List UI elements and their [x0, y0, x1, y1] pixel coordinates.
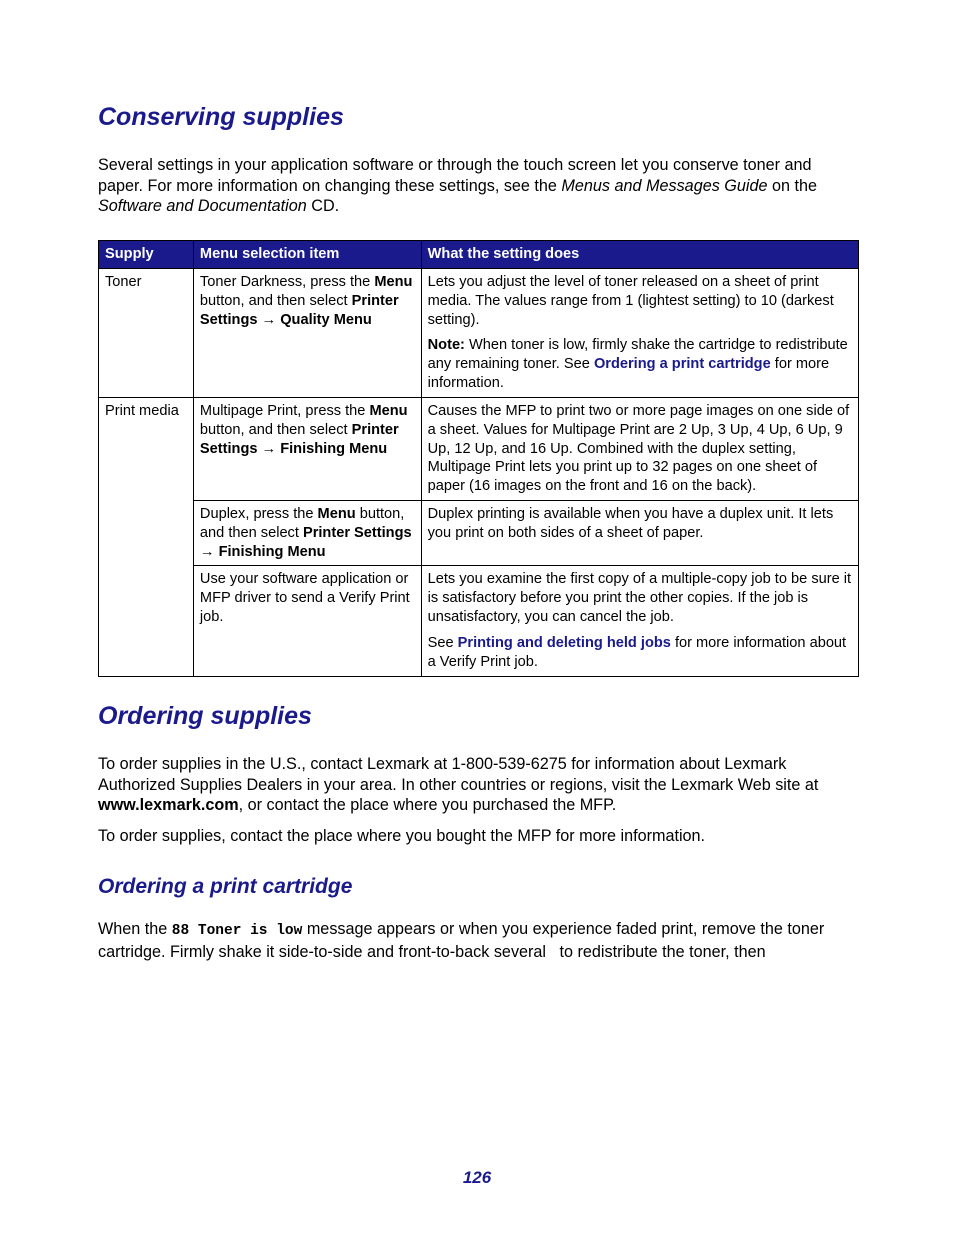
description-text: Duplex printing is available when you have a duplex unit. It lets you print on both sides of a sheet of paper. — [427, 506, 834, 541]
bold-text: Printer Settings → Finishing Menu — [199, 524, 412, 560]
section-title-ordering-supplies: Ordering supplies — [98, 702, 312, 730]
menu-text: Multipage Print, press the Menu button, and then select Printer Settings → Finishing Menu — [199, 403, 408, 457]
menu-text: Duplex, press the Menu button, and then select Printer Settings → Finishing Menu — [199, 506, 412, 560]
description-text: Lets you adjust the level of toner released on a sheet of print media. The values range from 1 (lightest setting) to 10 (darkest setting). — [427, 274, 834, 328]
description-cell — [421, 398, 858, 501]
table-row — [99, 501, 859, 566]
ordering-paragraph-1: To order supplies in the U.S., contact Lexmark at 1-800-539-6275 for information about Lexmark Authorized Supplies Dealers in your area. In other countries or regions, visit the Lexmark Web site at www.lexmark.com, or contact the place where you purchased the MFP. — [98, 755, 819, 815]
menu-cell — [193, 269, 421, 398]
description-cell — [421, 501, 858, 566]
message-code: 88 Toner is low — [171, 923, 303, 939]
table-header-row — [99, 241, 859, 269]
supplies-table — [98, 240, 859, 677]
menu-text: Toner Darkness, press the Menu button, and then select Printer Settings → Quality Menu — [199, 274, 413, 328]
supply-cell: Print media — [99, 398, 194, 677]
bold-text: www.lexmark.com — [98, 796, 239, 815]
table-row — [99, 398, 859, 501]
note-text: Note: When toner is low, firmly shake the cartridge to redistribute any remaining toner. See Ordering a print cartridge for more information. — [427, 337, 848, 391]
table-row — [99, 566, 859, 677]
conserving-intro: Several settings in your application software or through the touch screen let you conserve toner and paper. For more information on changing these settings, see the Menus and Messages Guide on the Software and Documentation CD. — [98, 156, 817, 216]
description-cell — [421, 566, 858, 677]
header-supply: Supply — [99, 241, 194, 269]
bold-text: Menu — [317, 506, 356, 522]
header-menu-selection: Menu selection item — [193, 241, 421, 269]
bold-text: Note: — [427, 337, 465, 354]
bold-text: Menu — [369, 403, 408, 419]
description-cell — [421, 269, 858, 398]
bold-text: Printer Settings → Finishing Menu — [199, 421, 399, 457]
supply-cell: Toner — [99, 269, 194, 398]
italic-text: Software and Documentation — [98, 197, 307, 216]
description-text: Causes the MFP to print two or more page images on one side of a sheet. Values for Multipage Print are 2 Up, 3 Up, 4 Up, 6 Up, 9 Up, 12 Up, and 16 Up. Combined with the duplex setting, Multipage Print lets you print up to 32 pages on one sheet of paper (16 images on the front and 16 on the back). — [427, 403, 850, 495]
ordering-paragraph-2: To order supplies, contact the place where you bought the MFP for more information. — [98, 827, 706, 845]
cartridge-paragraph: When the 88 Toner is low message appears or when you experience faded print, remove the toner cartridge. Firmly shake it side-to-side and front-to-back several to redistribute the toner, then — [98, 920, 825, 961]
italic-text: Menus and Messages Guide — [561, 176, 768, 195]
cross-reference-link[interactable]: Ordering a print cartridge — [593, 356, 771, 373]
page-number: 126 — [462, 1168, 492, 1187]
subsection-title-ordering-cartridge: Ordering a print cartridge — [98, 875, 353, 898]
header-setting-effect: What the setting does — [421, 241, 858, 269]
description-text: Lets you examine the first copy of a multiple-copy job to be sure it is satisfactory before you print the other copies. If the job is unsatisfactory, you can cancel the job. — [427, 571, 852, 625]
menu-cell — [193, 501, 421, 566]
bold-text: Printer Settings → Quality Menu — [199, 292, 399, 328]
menu-text: Use your software application or MFP driver to send a Verify Print job. — [199, 571, 410, 625]
cross-reference-link[interactable]: Printing and deleting held jobs — [457, 634, 671, 651]
menu-cell — [193, 398, 421, 501]
table-row — [99, 269, 859, 398]
menu-cell — [193, 566, 421, 677]
bold-text: Menu — [374, 274, 413, 290]
see-also-text: See Printing and deleting held jobs for more information about a Verify Print job. — [427, 634, 847, 670]
section-title-conserving-supplies: Conserving supplies — [98, 103, 344, 131]
